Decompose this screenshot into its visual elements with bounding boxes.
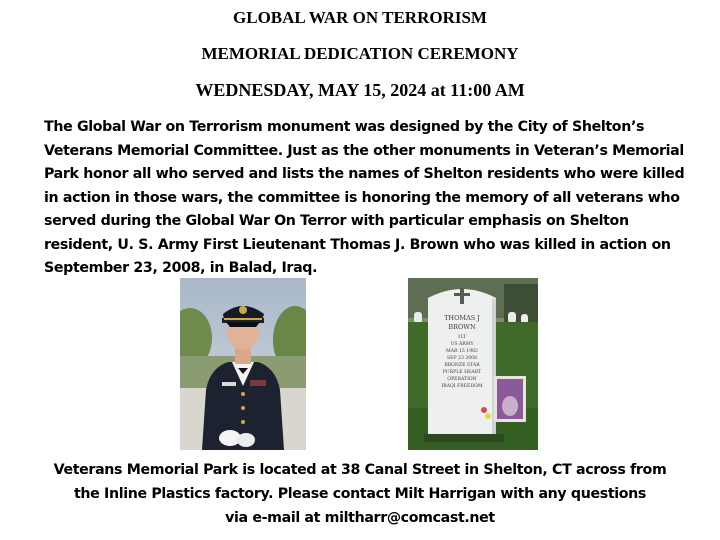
event-title: GLOBAL WAR ON TERRORISM <box>233 8 487 27</box>
headstone-line-8: PURPLE HEART <box>442 370 482 375</box>
footer-line-3: via e-mail at miltharr@comcast.net <box>225 510 495 526</box>
headstone-photo <box>408 278 538 450</box>
soldier-portrait-photo <box>180 278 306 450</box>
headstone-line-6: SEP 23 2008 <box>446 356 478 361</box>
location-contact-note <box>0 458 720 530</box>
headstone-line-7: BRONZE STAR <box>444 363 480 368</box>
headstone-line-10: IRAQI FREEDOM <box>441 384 483 389</box>
footer-line-1: Veterans Memorial Park is located at 38 Canal Street in Shelton, CT across from <box>53 462 667 478</box>
event-subtitle: MEMORIAL DEDICATION CEREMONY <box>201 44 519 63</box>
headstone-line-4: US ARMY <box>450 342 474 347</box>
headstone-line-5: MAR 15 1982 <box>446 349 478 354</box>
headstone-line-3: 1LT <box>457 335 467 340</box>
headstone-line-9: OPERATION <box>447 377 477 382</box>
headstone-line-2: BROWN <box>448 323 476 331</box>
description-paragraph: The Global War on Terrorism monument was designed by the City of Shelton’s Veterans Memorial Committee. Just as the other monuments in Veteran’s Memorial Park honor all who served and lists the names of Shelton residents who were killed in action in those wars, the committee is honoring the memory of all veterans who served during the Global War On Terror with particular emphasis on Shelton resident, U. S. Army First Lieutenant Thomas J. Brown who was killed in action on September 23, 2008, in Balad, Iraq. <box>44 119 685 276</box>
headstone-line-1: THOMAS J <box>444 314 480 322</box>
event-date: WEDNESDAY, MAY 15, 2024 at 11:00 AM <box>195 80 525 100</box>
footer-line-2: the Inline Plastics factory. Please contact Milt Harrigan with any questions <box>73 486 647 502</box>
